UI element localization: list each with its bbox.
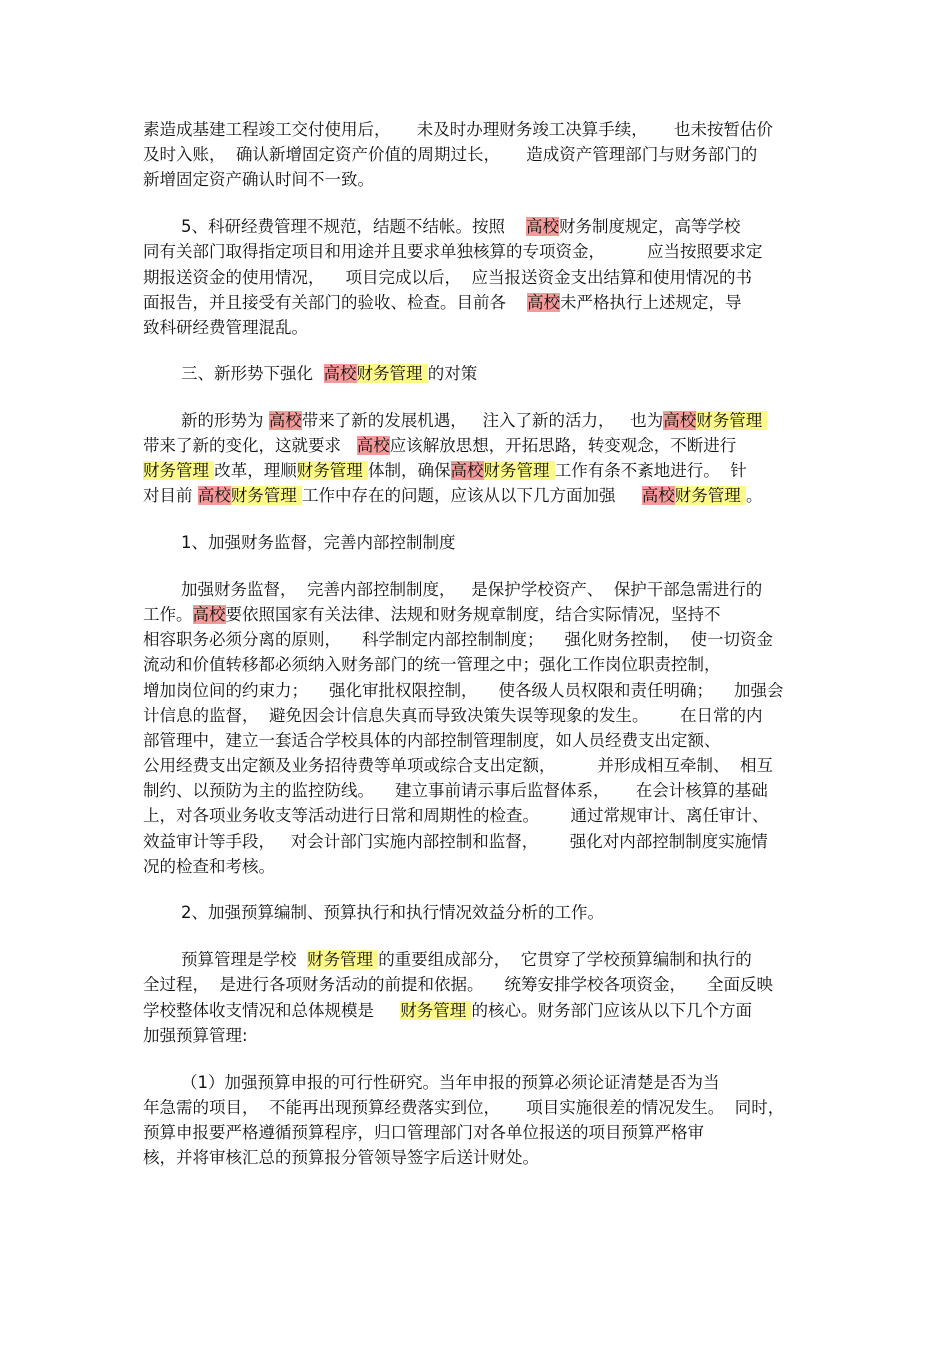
text-span: 的核心。财务部门应该从以下几个方面 [471,1001,752,1020]
text-span: 效益审计等手段， 对会计部门实施内部控制和监督， 强化对内部控制制度实施情 [143,832,768,851]
text-line [143,779,768,803]
highlight-keyword: 财务管理 [400,1001,472,1020]
text-span: 致科研经费管理混乱。 [143,318,308,337]
text-span: 的对策 [427,364,478,383]
text-span: 核，并将审核汇总的预算报分管领导签字后送计财处。 [143,1148,539,1167]
text-line [143,679,783,703]
text-span: 新增固定资产确认时间不一致。 [143,170,374,189]
text-line [143,1096,784,1120]
highlight-keyword: 高校 [526,293,560,312]
text-span: 及时入账， 确认新增固定资产价值的周期过长， 造成资产管理部门与财务部门的 [143,145,758,164]
text-span: （1）加强预算申报的可行性研究。当年申报的预算必须论证清楚是否为当 [181,1073,720,1092]
text-span: 公用经费支出定额及业务招待费等单项或综合支出定额， 并形成相互牵制、 相互 [143,756,773,775]
text-line [143,855,275,879]
text-line [143,143,757,167]
highlight-keyword: 财务管理 [356,364,428,383]
text-span: 部管理中，建立一套适合学校具体的内部控制管理制度，如人员经费支出定额、 [143,731,721,750]
highlight-keyword: 财务管理 [143,461,215,480]
text-line [143,459,747,483]
text-line [143,118,773,142]
text-span: 1、加强财务监督，完善内部控制制度 [181,533,456,552]
text-span: 面报告，并且接受有关部门的验收、检查。目前各 [143,293,527,312]
text-span: 加强预算管理: [143,1026,248,1045]
text-line [143,830,768,854]
text-line [181,948,752,972]
text-span: 未严格执行上述规定，导 [559,293,742,312]
text-line [143,316,308,340]
text-span: 学校整体收支情况和总体规模是 [143,1001,401,1020]
text-span: 改革，理顺 [214,461,297,480]
text-line [143,1024,248,1048]
text-line [143,291,741,315]
text-line [143,704,762,728]
text-span: 带来了新的发展机遇， 注入了新的活力， 也为 [301,411,664,430]
text-span: 期报送资金的使用情况， 项目完成以后， 应当报送资金支出结算和使用情况的书 [143,268,752,287]
text-line [181,901,604,925]
highlight-keyword: 高校 [192,605,226,624]
text-line [181,409,767,433]
text-span: 相容职务必须分离的原则， 科学制定内部控制制度； 强化财务控制， 使一切资金 [143,630,773,649]
text-span: 三、新形势下强化 [181,364,324,383]
highlight-keyword: 高校 [323,364,357,383]
text-span: 制约、以预防为主的监控防线。 建立事前请示事后监督体系， 在会计核算的基础 [143,781,768,800]
highlight-keyword: 财务管理 [483,461,555,480]
highlight-keyword: 财务管理 [307,950,379,969]
text-span: 的重要组成部分， 它贯穿了学校预算编制和执行的 [378,950,752,969]
text-span: 上，对各项业务收支等活动进行日常和周期性的检查。 通过常规审计、离任审计、 [143,806,769,825]
text-span: 年急需的项目， 不能再出现预算经费落实到位， 项目实施很差的情况发生。 同时， [143,1098,785,1117]
text-line [143,1146,539,1170]
text-span: 对目前 [143,486,198,505]
highlight-keyword: 财务管理 [296,461,368,480]
text-span: 工作中存在的问题，应该从以下几方面加强 [302,486,642,505]
text-line [181,215,740,239]
text-span: 同有关部门取得指定项目和用途并且要求单独核算的专项资金， 应当按照要求定 [143,242,763,261]
highlight-keyword: 高校 [525,217,559,236]
text-line [143,603,721,627]
text-span: 全过程， 是进行各项财务活动的前提和依据。 统筹安排学校各项资金， 全面反映 [143,975,773,994]
text-line [143,628,773,652]
text-line [143,999,752,1023]
highlight-keyword: 财务管理 [230,486,302,505]
text-span: 况的检查和考核。 [143,857,275,876]
text-line [181,531,456,555]
highlight-keyword: 财务管理 [696,411,768,430]
text-line [181,362,477,386]
highlight-keyword: 财务管理 [674,486,746,505]
text-span: 。 [745,486,763,505]
highlight-keyword: 高校 [356,436,390,455]
text-span: 带来了新的变化，这就要求 [143,436,357,455]
text-line [143,754,773,778]
highlight-keyword: 高校 [268,411,302,430]
text-span: 应该解放思想，开拓思路，转变观念，不断进行 [389,436,737,455]
text-line [143,266,752,290]
text-line [143,729,721,753]
text-span: 预算申报要严格遵循预算程序，归口管理部门对各单位报送的项目预算严格审 [143,1123,704,1142]
text-line [181,578,762,602]
text-span: 2、加强预算编制、预算执行和执行情况效益分析的工作。 [181,903,604,922]
text-span: 工作有条不紊地进行。 针 [554,461,747,480]
text-span: 新的形势为 [181,411,269,430]
text-span: 加强财务监督， 完善内部控制制度， 是保护学校资产、 保护干部急需进行的 [181,580,763,599]
text-span: 财务制度规定，高等学校 [558,217,741,236]
highlight-keyword: 高校 [197,486,231,505]
text-line [143,484,762,508]
text-span: 要依照国家有关法律、法规和财务规章制度，结合实际情况，坚持不 [225,605,721,624]
text-span: 素造成基建工程竣工交付使用后， 未及时办理财务竣工决算手续， 也未按暂估价 [143,120,773,139]
text-span: 5、科研经费管理不规范，结题不结帐。按照 [181,217,526,236]
text-span: 体制，确保 [368,461,451,480]
text-span: 工作。 [143,605,193,624]
text-line [143,168,374,192]
text-line [143,804,768,828]
highlight-keyword: 高校 [641,486,675,505]
text-line [181,1071,720,1095]
text-line [143,1121,704,1145]
highlight-keyword: 高校 [450,461,484,480]
text-span: 增加岗位间的约束力； 强化审批权限控制， 使各级人员权限和责任明确； 加强会 [143,681,784,700]
highlight-keyword: 高校 [663,411,697,430]
text-span: 流动和价值转移都必须纳入财务部门的统一管理之中；强化工作岗位职责控制， [143,655,721,674]
text-line [143,653,721,677]
text-line [143,973,773,997]
text-line [143,434,736,458]
text-span: 预算管理是学校 [181,950,307,969]
text-line [143,240,762,264]
text-span: 计信息的监督， 避免因会计信息失真而导致决策失误等现象的发生。 在日常的内 [143,706,763,725]
